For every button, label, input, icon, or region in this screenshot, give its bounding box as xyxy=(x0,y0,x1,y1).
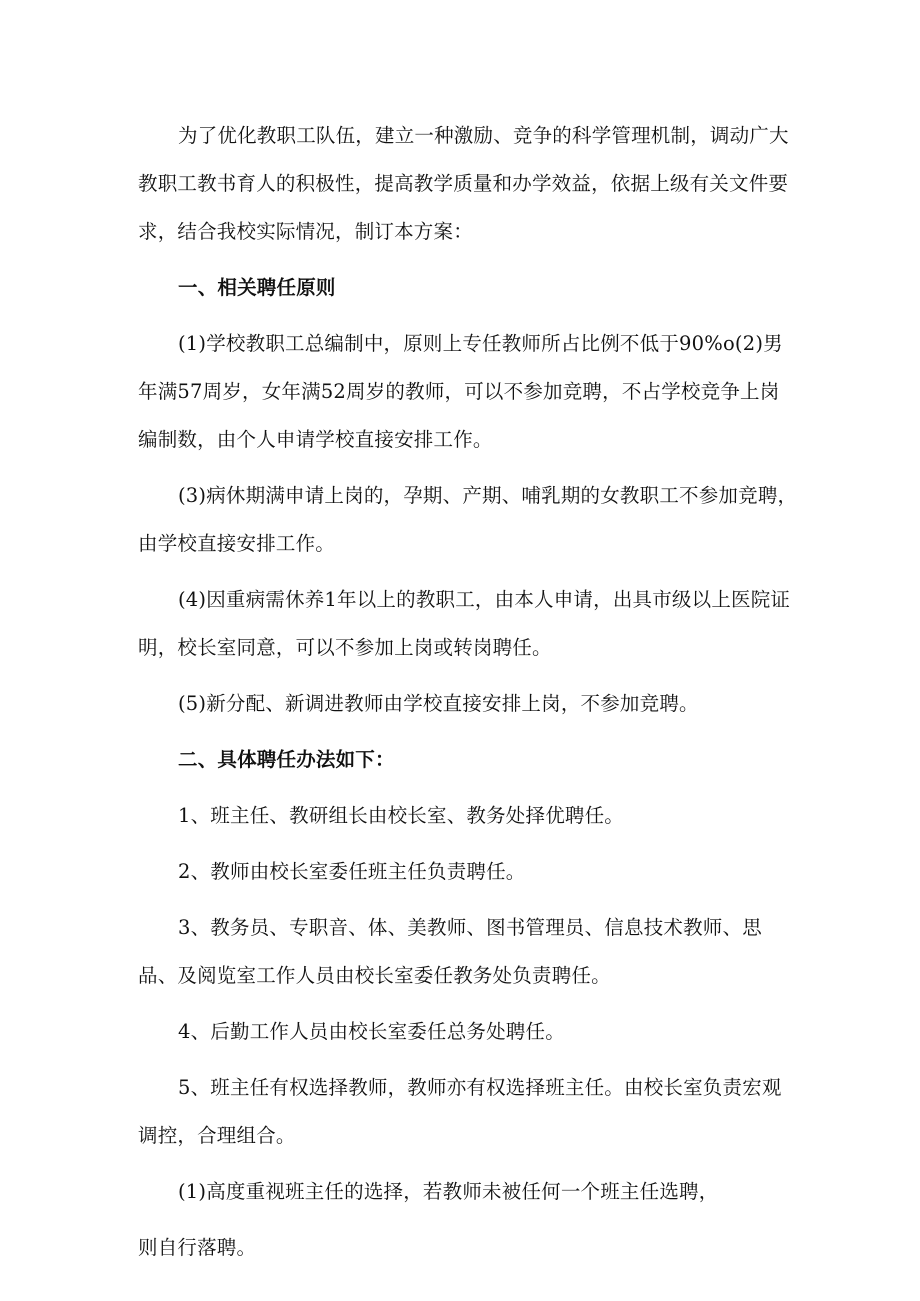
method-1-paragraph: 1、班主任、教研组长由校长室、教务处择优聘任。 xyxy=(178,804,625,827)
principle-3-paragraph: (3)病休期满申请上岗的，孕期、产期、哺乳期的女教职工不参加竞聘，由学校直接安排工作。 xyxy=(138,484,798,555)
method-5-paragraph: 5、班主任有权选择教师，教师亦有权选择班主任。由校长室负责宏观调控，合理组合。 xyxy=(138,1076,782,1147)
principle-1-2-paragraph: (1)学校教职工总编制中，原则上专任教师所占比例不低于90%o(2)男年满57周岁，女年满52周岁的教师，可以不参加竞聘，不占学校竞争上岗编制数，由个人申请学校直接安排工作。 xyxy=(138,332,783,451)
method-5-sub-1-paragraph: (1)高度重视班主任的选择，若教师未被任何一个班主任选聘， xyxy=(178,1180,719,1203)
document-body xyxy=(138,112,798,1272)
method-2-paragraph: 2、教师由校长室委任班主任负责聘任。 xyxy=(178,860,526,883)
method-4-paragraph: 4、后勤工作人员由校长室委任总务处聘任。 xyxy=(178,1020,565,1043)
intro-paragraph: 为了优化教职工队伍，建立一种激励、竞争的科学管理机制，调动广大教职工教书育人的积极性，提高教学质量和办学效益，依据上级有关文件要求，结合我校实际情况，制订本方案： xyxy=(138,124,789,243)
method-5-sub-1-continuation: 则自行落聘。 xyxy=(138,1236,257,1259)
section-heading-2: 二、具体聘任办法如下： xyxy=(178,748,395,771)
principle-4-paragraph: (4)因重病需休养1年以上的教职工，由本人申请，出具市级以上医院证明，校长室同意，可以不参加上岗或转岗聘任。 xyxy=(138,588,791,659)
section-heading-1: 一、相关聘任原则 xyxy=(178,276,336,299)
principle-5-paragraph: (5)新分配、新调进教师由学校直接安排上岗，不参加竞聘。 xyxy=(178,692,699,715)
method-3-paragraph: 3、教务员、专职音、体、美教师、图书管理员、信息技术教师、思品、及阅览室工作人员由校长室委任教务处负责聘任。 xyxy=(138,916,762,987)
